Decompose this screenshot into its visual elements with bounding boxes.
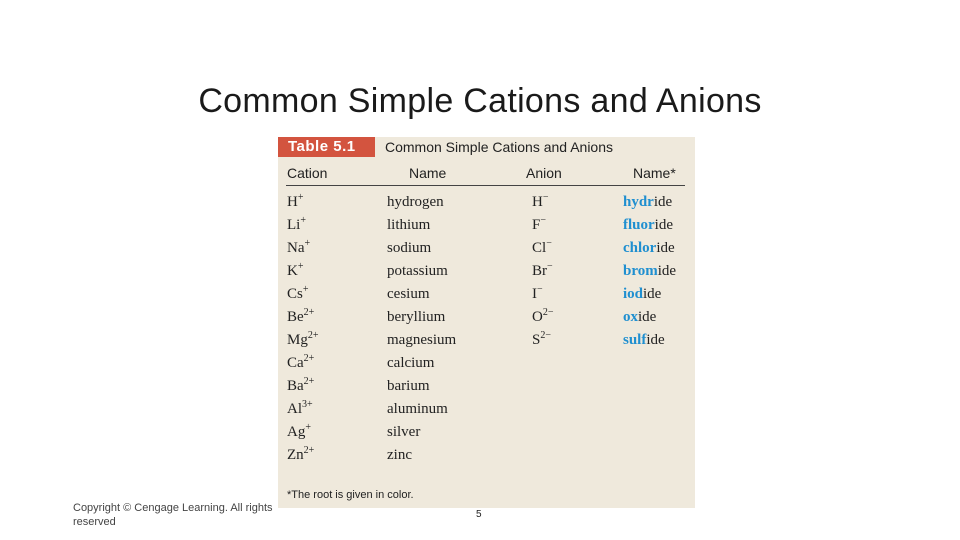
cation-name: zinc <box>387 447 412 463</box>
anion-symbol <box>532 217 546 234</box>
ion-charge: + <box>297 192 304 203</box>
anion-root: ox <box>623 309 638 325</box>
ion-symbol: Br <box>532 263 547 279</box>
cation-name: potassium <box>387 263 448 279</box>
ion-symbol: Cl <box>532 240 547 256</box>
ion-symbol: O <box>532 309 543 325</box>
table-footnote: *The root is given in color. <box>287 489 414 501</box>
header-anion: Anion <box>526 165 562 181</box>
cation-name: calcium <box>387 355 435 371</box>
anion-symbol <box>532 240 552 257</box>
cation-symbol <box>287 309 314 326</box>
ion-symbol: F <box>532 217 541 233</box>
cation-symbol <box>287 401 313 418</box>
ion-symbol: K <box>287 263 298 279</box>
anion-symbol <box>532 194 548 211</box>
anion-suffix: ide <box>638 309 657 325</box>
cation-symbol <box>287 424 311 441</box>
cation-symbol <box>287 332 318 349</box>
anion-symbol <box>532 286 543 303</box>
header-cation: Cation <box>287 165 328 181</box>
anion-suffix: ide <box>657 263 677 279</box>
cation-name: lithium <box>387 217 431 233</box>
header-rule <box>286 185 685 186</box>
ion-symbol: S <box>532 332 541 348</box>
cation-symbol <box>287 194 303 211</box>
page-number: 5 <box>476 509 482 520</box>
ion-charge: 2+ <box>303 353 315 364</box>
header-name: Name <box>409 165 447 181</box>
ion-charge: 2+ <box>307 330 319 341</box>
cation-name: cesium <box>387 286 430 302</box>
cation-symbol <box>287 217 306 234</box>
ion-charge: + <box>305 422 311 433</box>
ion-symbol: I <box>532 286 537 302</box>
ion-charge: + <box>304 238 311 249</box>
anion-name <box>623 194 672 211</box>
anion-suffix: ide <box>654 217 673 233</box>
table-header <box>278 137 695 159</box>
anion-symbol <box>532 332 551 349</box>
cation-name: beryllium <box>387 309 446 325</box>
ion-charge: − <box>546 238 552 249</box>
anion-root: sulf <box>623 332 647 348</box>
ion-charge: 2+ <box>303 376 315 387</box>
cation-name: magnesium <box>387 332 457 348</box>
ion-charge: + <box>297 261 304 272</box>
cation-symbol <box>287 286 308 303</box>
cation-name: barium <box>387 378 430 394</box>
anion-root: brom <box>623 263 658 279</box>
cation-symbol <box>287 355 314 372</box>
ion-charge: − <box>542 192 549 203</box>
anion-name <box>623 217 673 234</box>
ion-symbol: Ca <box>287 355 304 371</box>
anion-symbol <box>532 309 553 326</box>
ion-charge: − <box>547 261 553 272</box>
ion-symbol: Mg <box>287 332 308 348</box>
ion-symbol: Ag <box>287 424 306 440</box>
anion-name <box>623 309 656 326</box>
cation-symbol <box>287 240 310 257</box>
ion-symbol: Be <box>287 309 304 325</box>
anion-name <box>623 332 665 349</box>
ion-charge: 2+ <box>303 307 315 318</box>
anion-name <box>623 240 675 257</box>
anion-symbol <box>532 263 553 280</box>
anion-root: chlor <box>623 240 657 256</box>
cation-name: sodium <box>387 240 432 256</box>
anion-root: hydr <box>623 194 654 210</box>
anion-root: iod <box>623 286 644 302</box>
ion-symbol: Li <box>287 217 301 233</box>
ion-charge: + <box>300 215 306 226</box>
header-anion-name: Name* <box>633 165 676 181</box>
ion-charge: 2− <box>540 330 551 341</box>
table-caption: Common Simple Cations and Anions <box>385 139 614 155</box>
anion-suffix: ide <box>656 240 675 256</box>
anion-suffix: ide <box>646 332 665 348</box>
ion-symbol: Na <box>287 240 305 256</box>
ion-charge: + <box>302 284 309 295</box>
cation-name: silver <box>387 424 421 440</box>
anion-suffix: ide <box>643 286 662 302</box>
cation-symbol <box>287 447 314 464</box>
ion-symbol: H <box>532 194 543 210</box>
ion-symbol: Zn <box>287 447 304 463</box>
ion-symbol: H <box>287 194 298 210</box>
slide-title: Common Simple Cations and Anions <box>198 82 762 120</box>
cation-name: aluminum <box>387 401 448 417</box>
ion-charge: − <box>537 284 543 295</box>
ion-symbol: Ba <box>287 378 304 394</box>
anion-suffix: ide <box>653 194 673 210</box>
ion-symbol: Cs <box>287 286 303 302</box>
ion-symbol: Al <box>287 401 302 417</box>
copyright-notice: Copyright © Cengage Learning. All rights reserved <box>73 502 273 528</box>
anion-name <box>623 263 676 280</box>
cation-symbol <box>287 263 303 280</box>
cation-name: hydrogen <box>387 194 444 210</box>
anion-name <box>623 286 661 303</box>
table-tag: Table 5.1 <box>278 137 375 157</box>
ion-charge: − <box>540 215 546 226</box>
ion-charge: 2− <box>542 307 554 318</box>
cation-symbol <box>287 378 314 395</box>
ion-charge: 3+ <box>302 399 313 410</box>
ion-charge: 2+ <box>303 445 315 456</box>
table-figure <box>278 137 695 508</box>
anion-root: fluor <box>623 217 655 233</box>
